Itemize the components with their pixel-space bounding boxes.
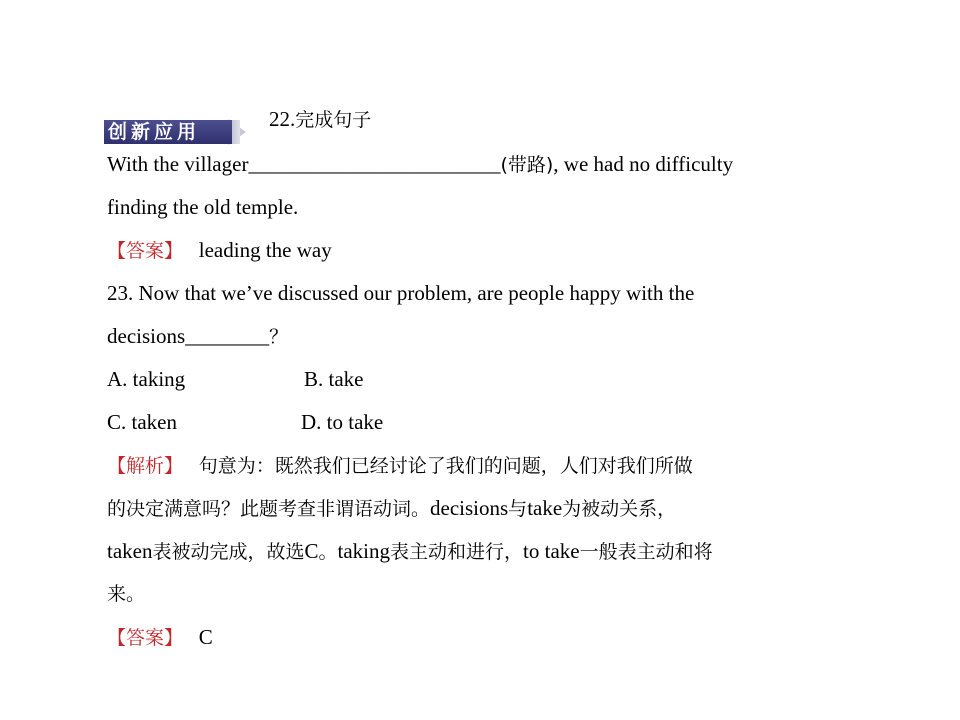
analysis-text-3g: to take [523,539,580,563]
analysis-text-3h: 一般表主动和将 [579,541,713,563]
q23-answer-line [107,623,213,652]
analysis-text-2a: 的决定满意吗？此题考查非谓语动词。 [107,498,431,520]
q23-option-d: D. to take [301,410,384,434]
q22-answer: leading the way [198,238,332,262]
analysis-text-2d: take [527,496,563,520]
analysis-text-1: 句意为：既然我们已经讨论了我们的问题，人们对我们所做 [198,455,693,477]
analysis-text-2b: decisions [430,496,509,520]
q22-answer-line [107,236,332,265]
q23-option-c: C. taken [107,410,177,434]
analysis-text-3e: taking [337,539,391,563]
section-badge [104,119,244,145]
q22-number: 22. [269,107,296,131]
q23-analysis-line2 [107,494,676,523]
q23-question-mark: ？ [269,326,289,348]
q22-heading [269,105,371,134]
q22-line1 [107,150,733,179]
analysis-text-2c: 与 [508,498,528,520]
q23-option-a: A. taking [107,367,186,391]
badge-label: 创新应用 [104,120,232,144]
q22-prefix: With the villager [107,152,249,176]
q23-analysis-line4: 来。 [107,583,146,605]
q23-analysis-line3 [107,537,713,566]
q23-stem-line2 [107,322,288,351]
analysis-tag: 【解析】 [107,455,184,477]
answer-tag: 【答案】 [107,240,184,262]
analysis-text-3a: taken [107,539,153,563]
q23-stem-line1: 23. Now that we’ve discussed our problem, are people happy with the [107,281,695,305]
analysis-text-3b: 表被动完成，故选 [152,541,305,563]
analysis-text-3c: C [304,539,319,563]
q22-title: 完成句子 [295,109,372,131]
analysis-text-3d: 。 [318,541,338,563]
q22-suffix: , we had no difficulty [553,152,734,176]
q23-option-b: B. take [304,367,364,391]
q22-line2: finding the old temple. [107,195,299,219]
q22-hint: (带路) [500,154,554,176]
analysis-text-3f: 表主动和进行， [390,541,524,563]
analysis-text-2e: 为被动关系， [562,498,677,520]
q23-analysis-line1 [107,451,693,480]
answer-tag-2: 【答案】 [107,627,184,649]
q23-answer: C [198,625,213,649]
q23-stem-text: decisions________ [107,324,270,348]
q22-blank: ________________________ [248,152,501,176]
